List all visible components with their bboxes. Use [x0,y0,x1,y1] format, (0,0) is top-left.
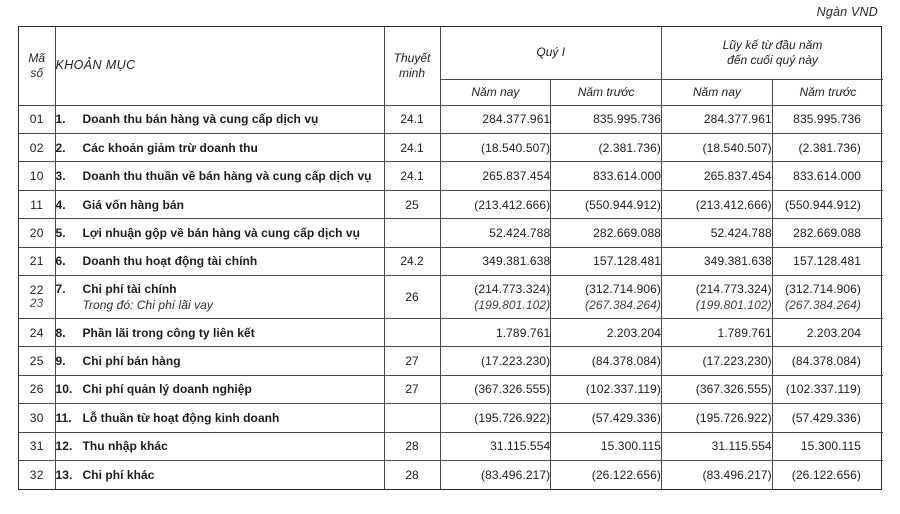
table-row [19,347,883,375]
row-cumulative-previous-cell [772,318,883,346]
row-cumulative-current-cell [662,460,773,489]
row-item-line [56,169,384,183]
row-code-cell [19,375,55,403]
row-item-number: 8. [55,325,66,340]
row-note: 27 [384,347,440,375]
row-cumulative-current-cell [662,432,773,460]
row-cumulative-previous-cell [772,247,883,275]
row-quarter-current-cell [440,460,551,489]
row-quarter-current: 1.789.761 [495,325,551,340]
row-item-line [56,282,384,296]
row-quarter-current: 284.377.961 [482,112,551,127]
row-cumulative-current: 349.381.638 [703,254,772,269]
row-cumulative-previous-cell [772,347,883,375]
table-row [19,318,883,346]
row-cumulative-current-cell [662,219,773,247]
header-note-line1: Thuyết [393,50,431,65]
row-item-line [56,254,384,268]
row-cumulative-current: (195.726.922) [695,410,772,425]
row-cumulative-previous: 2.203.204 [806,325,862,340]
row-quarter-previous: 282.669.088 [593,225,661,240]
row-code-cell [19,247,55,275]
row-quarter-current-cell [440,133,551,161]
row-item-label: Doanh thu bán hàng và cung cấp dịch vụ [82,112,319,127]
header-group-quarter: Quý I [440,27,662,79]
row-quarter-previous-cell [551,219,662,247]
row-cumulative-previous: 835.995.736 [793,112,862,127]
row-item-cell [55,247,384,275]
row-quarter-previous: (2.381.736) [598,140,661,155]
row-quarter-previous: (84.378.084) [591,353,661,368]
row-item-cell [55,133,384,161]
row-note: 24.1 [384,133,440,161]
row-item-line [56,326,384,340]
row-quarter-current-sub: (199.801.102) [474,297,551,312]
row-quarter-previous-cell [551,404,662,432]
header-cumulative-current: Năm nay [662,79,773,105]
row-code: 32 [29,467,44,482]
row-code: 24 [29,325,44,340]
header-cumulative-previous: Năm trước [772,79,883,105]
row-code: 31 [29,439,44,454]
row-item-sublabel: Trong đó: Chi phí lãi vay [82,297,213,312]
row-cumulative-current: (367.326.555) [695,382,772,397]
row-note: 25 [384,190,440,218]
row-code: 21 [29,254,44,269]
row-item-number: 10. [55,382,73,397]
row-code-cell [19,276,55,319]
header-code-line1: Mã [28,50,46,65]
row-quarter-previous-cell [551,133,662,161]
row-note [384,404,440,432]
row-item-line [56,411,384,425]
row-cumulative-current: 1.789.761 [717,325,772,340]
row-code-sub: 23 [30,298,44,311]
row-item-label: Lỗ thuần từ hoạt động kinh doanh [82,410,280,425]
row-quarter-previous: (26.122.656) [591,467,661,482]
row-cumulative-current: (213.412.666) [695,197,772,212]
row-quarter-current: (367.326.555) [474,382,551,397]
row-cumulative-current-cell [662,133,773,161]
row-item-cell [55,105,384,133]
row-cumulative-previous-cell [772,460,883,489]
row-cumulative-current-sub: (199.801.102) [695,297,772,312]
row-cumulative-previous-cell [772,276,883,319]
row-cumulative-previous: 15.300.115 [800,439,862,454]
row-item-label: Các khoản giảm trừ doanh thu [82,140,258,155]
row-code-cell [19,318,55,346]
row-quarter-previous: 157.128.481 [593,254,661,269]
row-item-number: 2. [55,140,66,155]
row-code: 25 [29,353,44,368]
row-quarter-current: (18.540.507) [480,140,551,155]
table-row [19,460,883,489]
row-quarter-current-cell [440,247,551,275]
row-item-number: 5. [55,225,66,240]
row-cumulative-previous-cell [772,133,883,161]
row-quarter-current-cell [440,162,551,190]
row-quarter-current-cell [440,404,551,432]
row-code-cell [19,404,55,432]
row-item-number: 11. [55,410,72,425]
row-quarter-current-cell [440,190,551,218]
header-note-line2: minh [398,65,425,80]
row-quarter-previous-cell [551,105,662,133]
row-cumulative-previous-cell [772,190,883,218]
row-item-number: 9. [55,353,66,368]
row-quarter-previous: 15.300.115 [600,439,661,454]
row-item-line [56,439,384,453]
row-quarter-current-cell [440,432,551,460]
row-item-label: Chi phí tài chính [82,281,177,296]
row-cumulative-previous: (84.378.084) [791,353,862,368]
row-item-cell [55,404,384,432]
table-row [19,404,883,432]
row-item-number: 1. [55,112,66,127]
header-group-cumulative-line1: Lũy kế từ đầu năm [722,37,823,52]
row-code: 10 [29,169,44,184]
table-row [19,105,883,133]
row-item-cell [55,460,384,489]
row-quarter-current: (214.773.324) [474,281,551,296]
row-cumulative-previous: 833.614.000 [793,169,862,184]
row-quarter-current-cell [440,219,551,247]
row-cumulative-current: (83.496.217) [702,467,772,482]
row-item-cell [55,318,384,346]
row-item-label: Thu nhập khác [82,439,168,454]
row-cumulative-previous: 282.669.088 [793,225,862,240]
row-item-label: Chi phí quản lý doanh nghiệp [82,382,252,397]
row-cumulative-previous: (102.337.119) [785,382,862,397]
row-cumulative-current: 265.837.454 [703,169,772,184]
row-item-label: Chi phí khác [82,467,155,482]
row-cumulative-previous-sub: (267.384.264) [784,297,862,312]
row-code: 30 [29,410,44,425]
row-quarter-current-cell [440,105,551,133]
row-quarter-previous: (312.714.906) [584,281,661,296]
header-item: KHOẢN MỤC [55,27,384,105]
row-quarter-previous: (550.944.912) [584,197,661,212]
row-item-cell [55,162,384,190]
row-note [384,219,440,247]
row-item-cell [55,219,384,247]
row-cumulative-previous: (2.381.736) [798,140,862,155]
row-item-number: 13. [55,467,73,482]
row-quarter-current: (213.412.666) [474,197,551,212]
row-cumulative-previous-cell [772,162,883,190]
row-item-number: 12. [55,439,73,454]
row-item-cell [55,375,384,403]
row-code-cell [19,162,55,190]
row-item-label: Chi phí bán hàng [82,353,181,368]
currency-unit-label: Ngàn VND [816,5,878,19]
row-item-cell [55,347,384,375]
row-note: 24.2 [384,247,440,275]
table-row [19,375,883,403]
row-note: 28 [384,432,440,460]
row-item-line [56,141,384,155]
header-code [19,27,55,105]
row-quarter-previous-cell [551,432,662,460]
row-item-line [56,354,384,368]
row-note: 27 [384,375,440,403]
row-item-label: Phần lãi trong công ty liên kết [82,325,255,340]
row-quarter-previous-cell [551,276,662,319]
row-quarter-previous-cell [551,375,662,403]
row-cumulative-current: (18.540.507) [702,140,772,155]
table-row [19,276,883,319]
row-quarter-current: 349.381.638 [482,254,551,269]
row-note: 28 [384,460,440,489]
row-quarter-previous-cell [551,190,662,218]
row-cumulative-current-cell [662,375,773,403]
row-cumulative-previous: 157.128.481 [793,254,862,269]
row-quarter-previous-cell [551,318,662,346]
row-cumulative-previous: (312.714.906) [784,281,862,296]
row-item-number: 3. [55,169,66,184]
row-cumulative-current-cell [662,318,773,346]
income-statement-table-frame [18,26,882,490]
row-code: 22 [29,283,44,298]
row-code: 26 [29,382,44,397]
header-code-line2: số [30,65,44,80]
row-quarter-current: (195.726.922) [474,410,551,425]
row-item-label: Giá vốn hàng bán [82,197,184,212]
row-note: 24.1 [384,162,440,190]
row-item-cell [55,432,384,460]
row-quarter-previous: (57.429.336) [591,410,661,425]
row-cumulative-current: 284.377.961 [703,112,772,127]
table-row [19,432,883,460]
table-header [19,27,883,105]
row-code-cell [19,133,55,161]
row-code-cell [19,190,55,218]
row-cumulative-current: 52.424.788 [710,225,772,240]
row-quarter-previous-cell [551,247,662,275]
row-note: 26 [384,276,440,319]
row-item-cell [55,276,384,319]
table-body [19,105,883,489]
row-cumulative-current-cell [662,247,773,275]
row-code-cell [19,460,55,489]
row-quarter-current: 31.115.554 [490,439,551,454]
row-cumulative-current-cell [662,276,773,319]
row-quarter-current: (83.496.217) [480,467,551,482]
income-statement-table [19,27,883,489]
row-code: 11 [30,197,44,212]
table-row [19,219,883,247]
row-cumulative-previous-cell [772,219,883,247]
row-cumulative-previous-cell [772,375,883,403]
row-item-number: 7. [55,281,66,296]
table-row [19,247,883,275]
row-code-cell [19,105,55,133]
row-quarter-current: (17.223.230) [480,353,551,368]
row-cumulative-current-cell [662,347,773,375]
row-cumulative-current-cell [662,162,773,190]
row-quarter-current-cell [440,276,551,319]
row-cumulative-current: (214.773.324) [695,281,772,296]
row-cumulative-current-cell [662,105,773,133]
row-item-line [56,382,384,396]
header-group-cumulative-line2: đến cuối quý này [727,52,818,67]
header-quarter-current: Năm nay [440,79,551,105]
row-item-label: Lợi nhuận gộp về bán hàng và cung cấp dịch vụ [82,225,360,240]
row-quarter-previous: 835.995.736 [593,112,661,127]
row-item-line [56,226,384,240]
table-row [19,190,883,218]
row-item-line [56,112,384,126]
row-note: 24.1 [384,105,440,133]
row-cumulative-current: (17.223.230) [702,353,772,368]
row-item-cell [55,190,384,218]
row-item-number: 4. [55,197,66,212]
row-quarter-current: 265.837.454 [482,169,551,184]
row-cumulative-previous-cell [772,404,883,432]
row-quarter-current: 52.424.788 [489,225,551,240]
row-code-cell [19,219,55,247]
row-cumulative-previous: (550.944.912) [784,197,862,212]
header-quarter-previous: Năm trước [551,79,662,105]
row-item-label: Doanh thu hoạt động tài chính [82,254,258,269]
row-quarter-current-cell [440,318,551,346]
row-quarter-previous-sub: (267.384.264) [584,297,661,312]
header-note [384,27,440,105]
row-quarter-previous-cell [551,460,662,489]
row-code-cell [19,432,55,460]
row-item-line [56,468,384,482]
row-code-cell [19,347,55,375]
table-row [19,133,883,161]
row-quarter-current-cell [440,347,551,375]
row-cumulative-current-cell [662,190,773,218]
row-cumulative-previous: (26.122.656) [791,467,862,482]
table-row [19,162,883,190]
row-quarter-previous: (102.337.119) [585,382,661,397]
row-cumulative-previous-cell [772,432,883,460]
row-cumulative-current-cell [662,404,773,432]
row-quarter-previous-cell [551,162,662,190]
row-item-line [56,198,384,212]
row-quarter-previous: 833.614.000 [593,169,661,184]
row-quarter-current-cell [440,375,551,403]
row-cumulative-current: 31.115.554 [711,439,772,454]
row-cumulative-previous: (57.429.336) [791,410,862,425]
row-cumulative-previous-cell [772,105,883,133]
row-code: 20 [29,225,44,240]
row-quarter-previous: 2.203.204 [606,325,661,340]
row-item-number: 6. [55,254,66,269]
header-group-cumulative [662,27,884,79]
row-item-label: Doanh thu thuần về bán hàng và cung cấp dịch vụ [82,169,372,184]
row-code: 01 [29,112,44,127]
row-code: 02 [29,140,44,155]
row-note [384,318,440,346]
row-quarter-previous-cell [551,347,662,375]
